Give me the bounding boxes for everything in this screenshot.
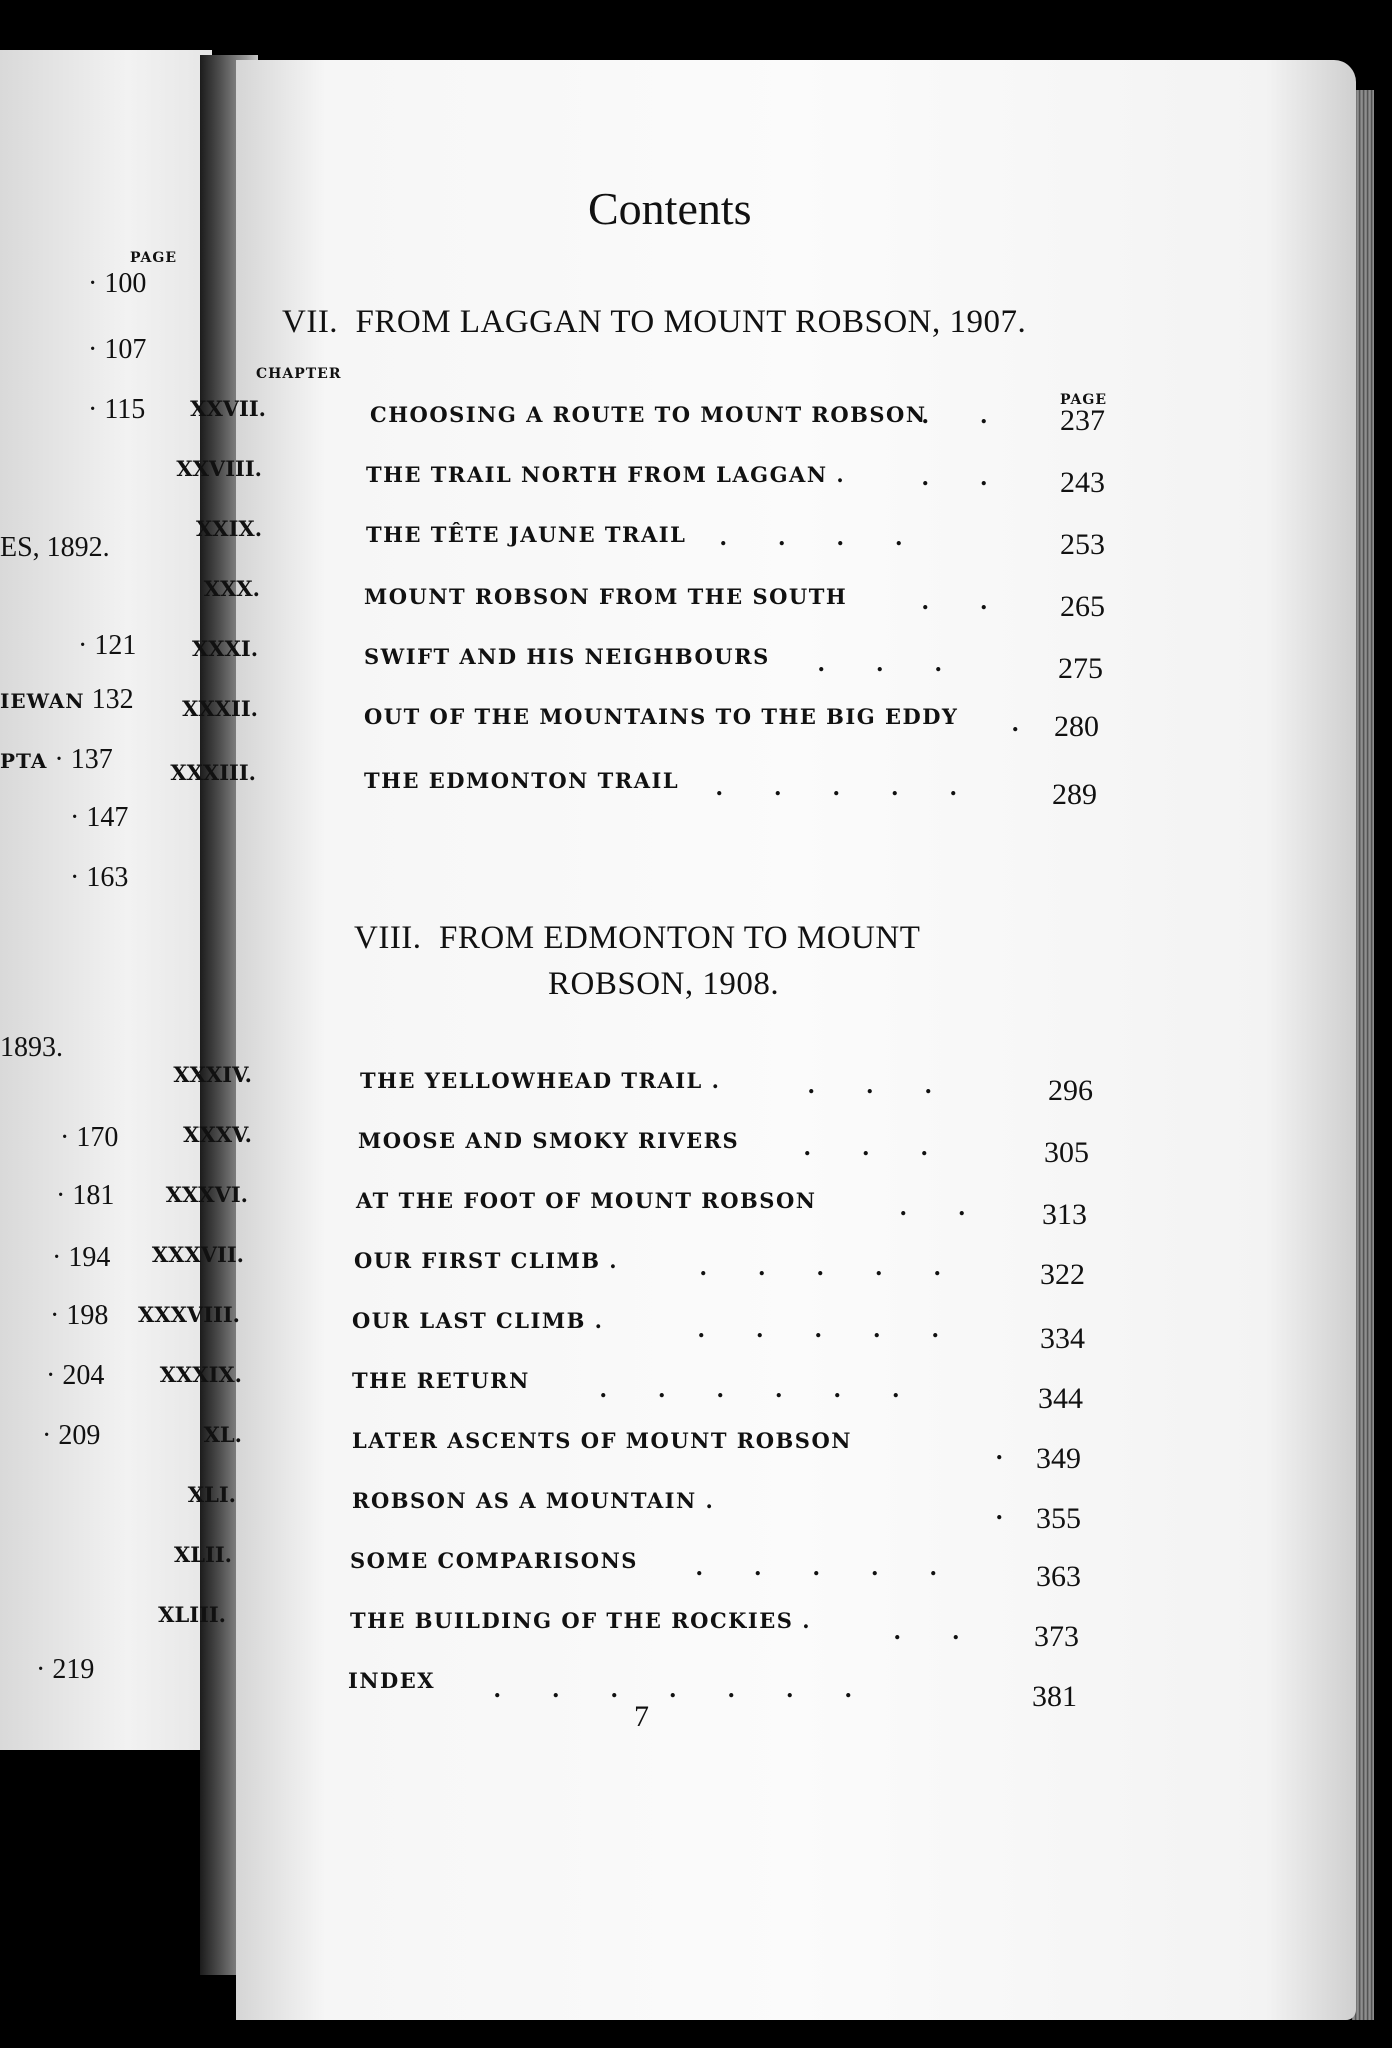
leader-dots: . . . xyxy=(804,1132,928,1161)
part-heading: VII. FROM LAGGAN TO MOUNT ROBSON, 1907. xyxy=(282,304,1027,340)
left-entry: · 147 xyxy=(70,802,129,833)
chapter-title: OUR LAST CLIMB . xyxy=(352,1308,604,1333)
leader-dots: . . xyxy=(894,1616,959,1645)
left-page-number: 132 xyxy=(91,684,134,715)
chapter-number: XXVII. xyxy=(190,396,266,421)
left-page-number: 137 xyxy=(70,744,113,775)
chapter-title: THE RETURN xyxy=(352,1368,530,1393)
page-number: 344 xyxy=(1038,1382,1083,1415)
left-entry: · 121 xyxy=(78,630,137,661)
toc-row xyxy=(173,1062,1236,1112)
chapter-number: XXX. xyxy=(203,576,260,601)
chapter-column-label: CHAPTER xyxy=(256,366,342,382)
left-entry: · 198 xyxy=(50,1300,109,1331)
left-page-number: 115 xyxy=(104,394,146,425)
toc-row xyxy=(138,1302,1236,1355)
toc-row xyxy=(170,760,1236,811)
leader-dots: . . xyxy=(922,586,987,615)
chapter-number: XLIII. xyxy=(158,1602,226,1627)
toc-row xyxy=(173,1542,1236,1593)
left-page-number: 194 xyxy=(68,1242,111,1273)
toc-row xyxy=(182,696,1236,746)
page-number: 313 xyxy=(1042,1198,1087,1231)
leader-dots: . . . . . xyxy=(696,1552,937,1581)
folio-page-number: 7 xyxy=(634,1700,649,1733)
left-entry: · 170 xyxy=(60,1122,119,1153)
leader-dots: . . xyxy=(900,1192,965,1221)
leader-dots: . . . . . xyxy=(700,1252,941,1281)
left-page-number: 100 xyxy=(104,268,147,299)
toc-row xyxy=(203,1422,1236,1475)
toc-row xyxy=(236,1662,1236,1712)
left-entry: · 194 xyxy=(52,1242,111,1273)
left-page-number: 147 xyxy=(86,802,129,833)
leader-dots: . xyxy=(996,1496,1003,1525)
left-page-number: 163 xyxy=(86,862,129,893)
chapter-number: XXXII. xyxy=(182,696,258,721)
page-number: 373 xyxy=(1034,1620,1079,1653)
page-column-label: PAGE xyxy=(1060,392,1107,408)
chapter-title: SOME COMPARISONS xyxy=(350,1548,638,1573)
left-page-number: 209 xyxy=(58,1420,101,1451)
left-fragment-1892: ES, 1892. xyxy=(0,532,110,563)
page-number: 237 xyxy=(1060,404,1105,437)
toc-row xyxy=(158,1602,1236,1653)
left-entry-prefix: PTA xyxy=(0,749,48,773)
leader-dots: . . . xyxy=(818,648,942,677)
page-number: 381 xyxy=(1032,1680,1077,1713)
left-entry: · 107 xyxy=(88,334,147,365)
chapter-number: XXXI. xyxy=(191,636,258,661)
chapter-title: LATER ASCENTS OF MOUNT ROBSON xyxy=(352,1428,852,1453)
chapter-number: XXXIV. xyxy=(173,1062,252,1087)
contents-page xyxy=(138,60,1356,2020)
chapter-title: OUR FIRST CLIMB . xyxy=(354,1248,619,1273)
toc-row xyxy=(183,1122,1236,1172)
chapter-title: AT THE FOOT OF MOUNT ROBSON xyxy=(356,1188,817,1213)
part-heading-continued: ROBSON, 1908. xyxy=(548,966,780,1002)
leader-dots: . . . . . xyxy=(698,1314,939,1343)
chapter-title: SWIFT AND HIS NEIGHBOURS xyxy=(364,644,770,669)
toc-row xyxy=(176,456,1236,506)
left-page-number: 204 xyxy=(62,1360,105,1391)
page-number: 355 xyxy=(1036,1502,1081,1535)
left-entry: · 209 xyxy=(42,1420,101,1451)
leader-dots: . xyxy=(996,1436,1003,1465)
left-page-number: 181 xyxy=(72,1180,115,1211)
chapter-title: INDEX xyxy=(348,1668,436,1693)
left-page-number: 198 xyxy=(66,1300,109,1331)
leader-dots: . . . . xyxy=(720,522,902,551)
chapter-number: XXXV. xyxy=(183,1122,252,1147)
chapter-number: XXXIX. xyxy=(159,1362,242,1387)
left-entry xyxy=(0,684,134,716)
leader-dots: . . xyxy=(922,400,987,429)
left-entry: · 181 xyxy=(56,1180,115,1211)
chapter-title: ROBSON AS A MOUNTAIN . xyxy=(352,1488,715,1513)
page-number: 296 xyxy=(1048,1074,1093,1107)
chapter-title: THE BUILDING OF THE ROCKIES . xyxy=(350,1608,812,1633)
page-title: Contents xyxy=(588,183,752,234)
page-number: 253 xyxy=(1060,528,1105,561)
chapter-title: THE TÊTE JAUNE TRAIL xyxy=(366,522,687,547)
left-page-number: 170 xyxy=(76,1122,119,1153)
chapter-title: MOOSE AND SMOKY RIVERS xyxy=(358,1128,740,1153)
page-number: 265 xyxy=(1060,590,1105,623)
leader-dots: . . . . . . xyxy=(600,1374,899,1403)
left-entry: · 163 xyxy=(70,862,129,893)
part-heading: VIII. FROM EDMONTON TO MOUNT xyxy=(354,920,921,956)
page-number: 363 xyxy=(1036,1560,1081,1593)
toc-row xyxy=(203,576,1236,626)
chapter-title: THE YELLOWHEAD TRAIL . xyxy=(360,1068,721,1093)
left-page-number: 121 xyxy=(94,630,137,661)
chapter-title: THE EDMONTON TRAIL xyxy=(364,768,680,793)
page-number: 334 xyxy=(1040,1322,1085,1355)
leader-dots: . xyxy=(1012,708,1019,737)
page-number: 280 xyxy=(1054,710,1099,743)
chapter-number: XLI. xyxy=(187,1482,236,1507)
toc-row xyxy=(190,396,1236,446)
toc-row xyxy=(191,636,1236,686)
chapter-number: XXXIII. xyxy=(170,760,256,785)
left-page-number: 107 xyxy=(104,334,147,365)
leader-dots: . . . . . . . xyxy=(494,1674,852,1703)
toc-row xyxy=(159,1362,1236,1415)
chapter-title: OUT OF THE MOUNTAINS TO THE BIG EDDY xyxy=(364,704,959,729)
left-entry: · 100 xyxy=(88,268,147,299)
page-number: 305 xyxy=(1044,1136,1089,1169)
leader-dots: . . . xyxy=(808,1070,932,1099)
page-number: 289 xyxy=(1052,778,1097,811)
page-number: 275 xyxy=(1058,652,1103,685)
chapter-title: THE TRAIL NORTH FROM LAGGAN . xyxy=(366,462,846,487)
page-number: 322 xyxy=(1040,1258,1085,1291)
left-entry: · 115 xyxy=(88,394,146,425)
toc-row xyxy=(151,1242,1236,1292)
chapter-number: XLII. xyxy=(173,1542,232,1567)
page-number: 243 xyxy=(1060,466,1105,499)
leader-dots: . . xyxy=(922,462,987,491)
page-number: 349 xyxy=(1036,1442,1081,1475)
chapter-number: XXIX. xyxy=(195,516,262,541)
chapter-number: XXXVII. xyxy=(151,1242,244,1267)
leader-dots: . . . . . xyxy=(716,772,957,801)
left-entry-prefix: IEWAN xyxy=(0,689,85,713)
left-entry: · 219 xyxy=(36,1654,95,1685)
toc-row xyxy=(195,516,1236,566)
left-page-number: 219 xyxy=(52,1654,95,1685)
left-entry: · 204 xyxy=(46,1360,105,1391)
left-fragment-1893: 1893. xyxy=(0,1032,63,1063)
toc-row xyxy=(165,1182,1236,1232)
toc-row xyxy=(187,1482,1236,1535)
chapter-number: XXVIII. xyxy=(176,456,262,481)
chapter-title: CHOOSING A ROUTE TO MOUNT ROBSON xyxy=(370,402,927,427)
chapter-number: XXXVIII. xyxy=(138,1302,240,1327)
chapter-number: XL. xyxy=(203,1422,242,1447)
chapter-title: MOUNT ROBSON FROM THE SOUTH xyxy=(364,584,848,609)
left-page-header: PAGE xyxy=(130,250,177,266)
chapter-number: XXXVI. xyxy=(165,1182,248,1207)
left-entry: PTA · 137 xyxy=(0,744,113,775)
